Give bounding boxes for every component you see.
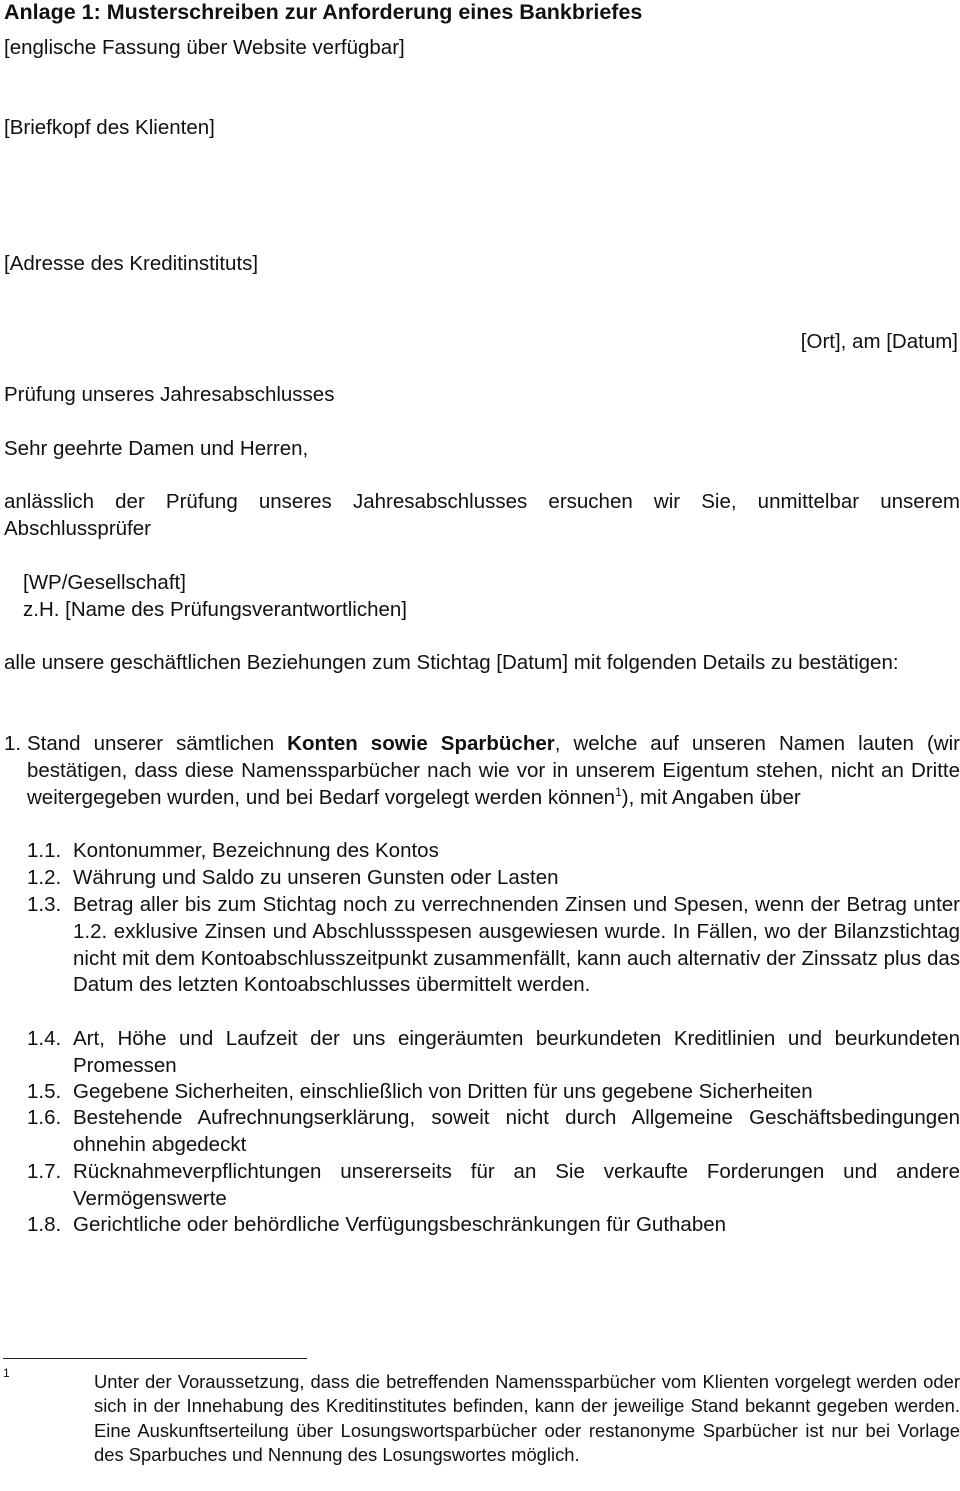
item-number: 1.7. [27,1160,62,1183]
list-item: Gerichtliche oder behördliche Verfügungsbeschränkungen für Guthaben [73,1213,727,1236]
auditor-contact: z.H. [Name des Prüfungsverantwortlichen] [23,598,407,621]
bank-address-placeholder: [Adresse des Kreditinstituts] [4,252,259,275]
item-number: 1.4. [27,1027,62,1050]
list-item: Rücknahmeverpflichtungen unsererseits für an Sie verkaufte Forderungen und andere Vermögenswerte [73,1160,960,1210]
document-subtitle: [englische Fassung über Website verfügbar] [4,36,405,59]
list-item: Gegebene Sicherheiten, einschließlich von Dritten für uns gegebene Sicherheiten [73,1080,813,1103]
item-number: 1.1. [27,839,62,862]
list-item: Kontonummer, Bezeichnung des Kontos [73,839,439,862]
section-text-c: ), mit Angaben über [621,785,801,809]
item-number: 1.5. [27,1080,62,1103]
item-number: 1.2. [27,866,62,889]
item-number: 1.8. [27,1213,62,1236]
section-bold-text: Konten sowie Sparbücher [287,732,555,755]
section-text-a: Stand unserer sämtlichen [27,732,288,755]
footnote-reference: 1 [615,784,622,799]
salutation: Sehr geehrte Damen und Herren, [4,437,309,460]
list-item: Währung und Saldo zu unseren Gunsten oder Lasten [73,866,559,889]
request-paragraph: alle unsere geschäftlichen Beziehungen zum Stichtag [Datum] mit folgenden Details zu bestätigen: [4,651,899,674]
section-number: 1. [4,732,22,755]
footnote-mark: 1 [3,1366,10,1380]
place-date: [Ort], am [Datum] [800,330,958,353]
item-number: 1.3. [27,893,62,916]
document-title: Anlage 1: Musterschreiben zur Anforderung eines Bankbriefes [4,0,643,24]
item-number: 1.6. [27,1106,62,1129]
letterhead-placeholder: [Briefkopf des Klienten] [4,116,215,139]
auditor-firm: [WP/Gesellschaft] [23,571,186,594]
footnote-separator [3,1358,307,1359]
section-text-b: , welche auf unseren Namen lauten (wir bestätigen, dass diese Namenssparbücher nach wie vor in unserem Eigentum stehen, nicht an Dritte weitergegeben wurden, und bei Bedarf vorgelegt werden können [27,732,960,809]
section-paragraph [27,731,960,811]
list-item: Bestehende Aufrechnungserklärung, soweit nicht durch Allgemeine Geschäftsbedingungen ohnehin abgedeckt [73,1106,960,1156]
intro-paragraph: anlässlich der Prüfung unseres Jahresabschlusses ersuchen wir Sie, unmittelbar unserem Abschlussprüfer [4,490,960,540]
letter-subject: Prüfung unseres Jahresabschlusses [4,383,335,406]
footnote-text: Unter der Voraussetzung, dass die betreffenden Namenssparbücher vom Klienten vorgelegt werden oder sich in der Innehabung des Kreditinstitutes befinden, kann der jeweilige Stand bekannt gegeben werden. Eine Auskunftserteilung über Losungswortsparbücher oder restanonyme Sparbücher ist nur bei Vorlage des Sparbuches und Nennung des Losungswortes möglich. [94,1371,960,1465]
list-item: Betrag aller bis zum Stichtag noch zu verrechnenden Zinsen und Spesen, wenn der Betrag unter 1.2. exklusive Zinsen und Abschlussspesen ausgewiesen wurde. In Fällen, wo der Bilanzstichtag nicht mit dem Kontoabschlusszeitpunkt zusammenfällt, kann auch alternativ der Zinssatz plus das Datum des letzten Kontoabschlusses übermittelt werden. [73,893,960,997]
list-item: Art, Höhe und Laufzeit der uns eingeräumten beurkundeten Kreditlinien und beurkundeten Promessen [73,1027,960,1077]
